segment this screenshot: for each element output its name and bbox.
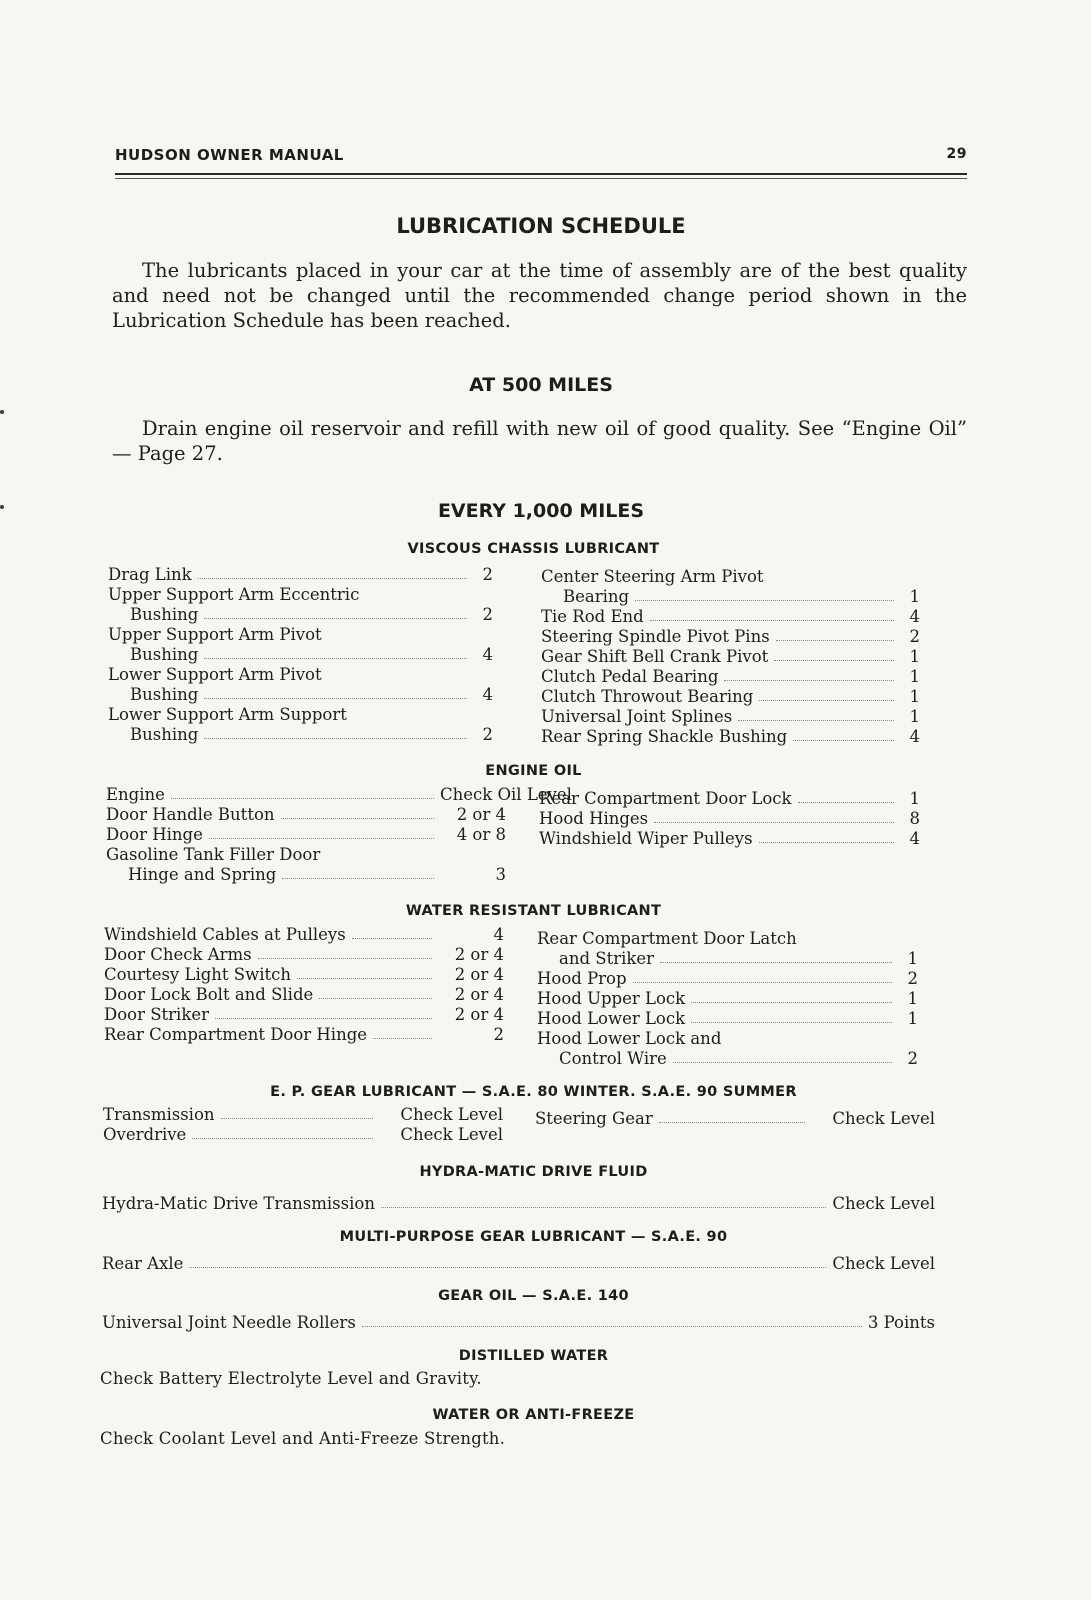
leader-dots <box>192 1138 373 1139</box>
leader-dots <box>373 1038 432 1039</box>
ep-gear-right-list <box>535 1108 935 1128</box>
list-item <box>104 924 504 944</box>
item-label: Door Hinge <box>106 825 203 844</box>
list-item <box>106 804 506 824</box>
list-item <box>537 1028 918 1048</box>
list-item <box>108 664 493 684</box>
list-item <box>104 1024 504 1044</box>
gear-oil-value: 3 Points <box>867 1313 935 1332</box>
leader-dots <box>798 802 894 803</box>
leader-dots <box>793 740 894 741</box>
list-item <box>539 788 920 808</box>
leader-dots <box>204 618 467 619</box>
leader-dots <box>171 798 434 799</box>
list-item <box>541 666 920 686</box>
multipurpose-row <box>102 1253 935 1273</box>
page-title: LUBRICATION SCHEDULE <box>396 214 686 238</box>
list-item <box>541 586 920 606</box>
list-item <box>104 944 504 964</box>
item-quantity: 1 <box>909 667 920 686</box>
item-label: Rear Compartment Door Hinge <box>104 1025 368 1044</box>
leader-dots <box>724 680 894 681</box>
viscous-left-list <box>108 564 493 744</box>
item-quantity: 1 <box>909 647 920 666</box>
list-item <box>537 968 918 988</box>
item-label: Center Steering Arm Pivot <box>541 567 764 586</box>
item-quantity: 2 <box>909 627 920 646</box>
item-quantity: 2 or 4 <box>454 985 504 1004</box>
at-500-heading: AT 500 MILES <box>469 374 613 396</box>
leader-dots <box>691 1022 892 1023</box>
item-label: Hood Lower Lock <box>537 1009 686 1028</box>
item-label: Hood Lower Lock and <box>537 1029 722 1048</box>
item-label: Door Check Arms <box>104 945 252 964</box>
list-item <box>541 626 920 646</box>
item-label: Lower Support Arm Pivot <box>108 665 322 684</box>
leader-dots <box>738 720 894 721</box>
leader-dots <box>776 640 894 641</box>
item-label: Control Wire <box>559 1049 667 1068</box>
list-item <box>108 724 493 744</box>
leader-dots <box>633 982 892 983</box>
list-item <box>104 1004 504 1024</box>
item-label: Clutch Throwout Bearing <box>541 687 754 706</box>
list-item <box>108 624 493 644</box>
list-item <box>104 984 504 1004</box>
hydramatic-label: Hydra-Matic Drive Transmission <box>102 1194 375 1213</box>
item-label: Overdrive <box>103 1125 187 1144</box>
list-item <box>104 964 504 984</box>
item-label: Bushing <box>130 685 199 704</box>
item-quantity: 8 <box>909 809 920 828</box>
item-label: Drag Link <box>108 565 192 584</box>
item-label: Door Lock Bolt and Slide <box>104 985 314 1004</box>
hydramatic-row <box>102 1193 935 1213</box>
list-item <box>541 726 920 746</box>
list-item <box>108 704 493 724</box>
leader-dots <box>759 842 894 843</box>
item-label: Bearing <box>563 587 630 606</box>
item-quantity: 2 or 4 <box>456 805 506 824</box>
list-item <box>103 1104 503 1124</box>
ep-gear-left-list <box>103 1104 503 1144</box>
leader-dots <box>204 658 467 659</box>
at-500-paragraph <box>112 416 967 466</box>
item-quantity: 2 <box>482 565 493 584</box>
item-label: Rear Compartment Door Latch <box>537 929 797 948</box>
engine-oil-heading: ENGINE OIL <box>485 763 582 779</box>
water-resistant-heading: WATER RESISTANT LUBRICANT <box>405 903 662 919</box>
leader-dots <box>215 1018 432 1019</box>
multipurpose-heading: MULTI-PURPOSE GEAR LUBRICANT — S.A.E. 90 <box>339 1229 728 1245</box>
list-item <box>537 948 918 968</box>
engine-oil-right-list <box>539 788 920 848</box>
leader-dots <box>691 1002 892 1003</box>
leader-dots <box>673 1062 892 1063</box>
item-label: Gasoline Tank Filler Door <box>106 845 321 864</box>
item-label: Engine <box>106 785 165 804</box>
antifreeze-text: Check Coolant Level and Anti-Freeze Strength. <box>100 1429 506 1448</box>
leader-dots <box>659 1122 805 1123</box>
item-quantity: 4 or 8 <box>456 825 506 844</box>
leader-dots <box>198 578 467 579</box>
item-label: Windshield Cables at Pulleys <box>104 925 346 944</box>
list-item <box>541 706 920 726</box>
item-label: Upper Support Arm Eccentric <box>108 585 360 604</box>
item-quantity: 1 <box>909 707 920 726</box>
item-quantity: 4 <box>909 607 920 626</box>
item-quantity: Check Level <box>400 1125 503 1144</box>
leader-dots <box>319 998 432 999</box>
list-item <box>541 686 920 706</box>
list-item <box>537 928 918 948</box>
distilled-heading: DISTILLED WATER <box>458 1348 609 1364</box>
leader-dots <box>352 938 432 939</box>
item-label: Door Striker <box>104 1005 209 1024</box>
item-label: Lower Support Arm Support <box>108 705 347 724</box>
leader-dots <box>204 698 467 699</box>
item-label: Upper Support Arm Pivot <box>108 625 322 644</box>
item-label: Gear Shift Bell Crank Pivot <box>541 647 769 666</box>
item-label: Courtesy Light Switch <box>104 965 292 984</box>
item-quantity: Check Level <box>400 1105 503 1124</box>
multipurpose-value: Check Level <box>832 1254 935 1273</box>
item-label: Bushing <box>130 645 199 664</box>
item-quantity: 4 <box>482 685 493 704</box>
list-item <box>108 644 493 664</box>
leader-dots <box>258 958 432 959</box>
item-quantity: 1 <box>907 989 918 1008</box>
list-item <box>537 1008 918 1028</box>
hydramatic-value: Check Level <box>832 1194 935 1213</box>
item-quantity: 1 <box>907 1009 918 1028</box>
leader-dots <box>660 962 892 963</box>
antifreeze-heading: WATER OR ANTI-FREEZE <box>432 1407 635 1423</box>
gear-oil-label: Universal Joint Needle Rollers <box>102 1313 356 1332</box>
list-item <box>108 584 493 604</box>
list-item <box>541 606 920 626</box>
distilled-text: Check Battery Electrolyte Level and Gravity. <box>100 1369 482 1388</box>
leader-dots <box>759 700 894 701</box>
item-quantity: 2 <box>907 969 918 988</box>
item-label: Door Handle Button <box>106 805 275 824</box>
item-quantity: 2 or 4 <box>454 1005 504 1024</box>
item-quantity: 1 <box>909 789 920 808</box>
engine-oil-left-list <box>106 784 572 884</box>
list-item <box>541 566 920 586</box>
header-rule <box>115 173 967 175</box>
page-edge-mark <box>0 505 4 509</box>
ep-gear-heading: E. P. GEAR LUBRICANT — S.A.E. 80 WINTER. S.A.E. 90 SUMMER <box>270 1084 797 1100</box>
list-item <box>106 784 572 804</box>
leader-dots <box>221 1118 373 1119</box>
leader-dots <box>297 978 432 979</box>
intro-paragraph <box>112 258 967 333</box>
item-quantity: 4 <box>909 829 920 848</box>
list-item <box>537 988 918 1008</box>
item-quantity: 2 <box>907 1049 918 1068</box>
leader-dots <box>281 818 434 819</box>
viscous-right-list <box>541 566 920 746</box>
item-label: and Striker <box>559 949 655 968</box>
gear-oil-heading: GEAR OIL — S.A.E. 140 <box>438 1288 629 1304</box>
leader-dots <box>774 660 894 661</box>
leader-dots <box>381 1207 826 1208</box>
list-item <box>537 1048 918 1068</box>
item-quantity: 3 <box>495 865 506 884</box>
list-item <box>108 684 493 704</box>
item-quantity: 1 <box>909 687 920 706</box>
leader-dots <box>209 838 434 839</box>
page-edge-mark <box>0 410 4 414</box>
item-label: Hood Hinges <box>539 809 649 828</box>
item-quantity: 2 <box>493 1025 504 1044</box>
item-label: Transmission <box>103 1105 215 1124</box>
item-label: Bushing <box>130 605 199 624</box>
item-quantity: 1 <box>907 949 918 968</box>
multipurpose-label: Rear Axle <box>102 1254 184 1273</box>
item-quantity: 2 <box>482 605 493 624</box>
item-label: Hinge and Spring <box>128 865 277 884</box>
hydramatic-heading: HYDRA-MATIC DRIVE FLUID <box>419 1164 648 1180</box>
list-item <box>106 864 506 884</box>
leader-dots <box>654 822 894 823</box>
item-quantity: 1 <box>909 587 920 606</box>
list-item <box>539 808 920 828</box>
item-label: Rear Spring Shackle Bushing <box>541 727 788 746</box>
every-1000-heading: EVERY 1,000 MILES <box>437 500 645 522</box>
leader-dots <box>362 1326 862 1327</box>
list-item <box>106 824 506 844</box>
item-quantity: Check Oil Level <box>440 785 572 804</box>
leader-dots <box>635 600 894 601</box>
item-quantity: 4 <box>909 727 920 746</box>
list-item <box>108 604 493 624</box>
list-item <box>106 844 506 864</box>
item-label: Hood Upper Lock <box>537 989 686 1008</box>
item-quantity: 4 <box>493 925 504 944</box>
running-head <box>115 146 967 164</box>
list-item <box>535 1108 935 1128</box>
at-500-text: Drain engine oil reservoir and refill with new oil of good quality. See “Engine Oil” — Page 27. <box>112 417 967 465</box>
item-quantity: 2 <box>482 725 493 744</box>
leader-dots <box>650 620 894 621</box>
item-quantity: 2 or 4 <box>454 945 504 964</box>
item-label: Universal Joint Splines <box>541 707 733 726</box>
page-number: 29 <box>946 146 967 162</box>
item-label: Steering Spindle Pivot Pins <box>541 627 770 646</box>
item-quantity: 2 or 4 <box>454 965 504 984</box>
item-label: Windshield Wiper Pulleys <box>539 829 753 848</box>
item-label: Clutch Pedal Bearing <box>541 667 719 686</box>
list-item <box>539 828 920 848</box>
header-rule-thin <box>115 178 967 179</box>
intro-text: The lubricants placed in your car at the time of assembly are of the best quality and need not be changed until the recommended change period shown in the Lubrication Schedule has been reached. <box>112 259 967 332</box>
running-head-title: HUDSON OWNER MANUAL <box>115 146 344 164</box>
item-label: Steering Gear <box>535 1109 653 1128</box>
water-resistant-left-list <box>104 924 504 1044</box>
list-item <box>541 646 920 666</box>
item-label: Bushing <box>130 725 199 744</box>
leader-dots <box>189 1267 826 1268</box>
item-label: Tie Rod End <box>541 607 644 626</box>
list-item <box>103 1124 503 1144</box>
list-item <box>108 564 493 584</box>
water-resistant-right-list <box>537 928 918 1068</box>
item-quantity: Check Level <box>832 1109 935 1128</box>
item-quantity: 4 <box>482 645 493 664</box>
leader-dots <box>282 878 434 879</box>
gear-oil-row <box>102 1312 935 1332</box>
item-label: Hood Prop <box>537 969 627 988</box>
viscous-heading: VISCOUS CHASSIS LUBRICANT <box>407 541 660 557</box>
leader-dots <box>204 738 467 739</box>
item-label: Rear Compartment Door Lock <box>539 789 792 808</box>
